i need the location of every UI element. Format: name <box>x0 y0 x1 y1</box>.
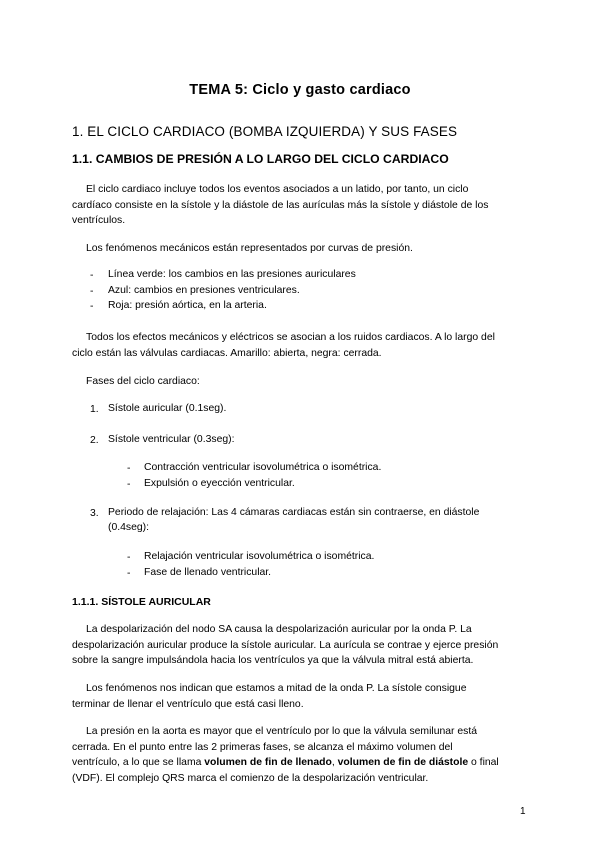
text-fragment: ventrículo, a lo que se llama <box>72 757 205 769</box>
list-bullet: - <box>90 286 94 297</box>
text-line: ventrículos. <box>72 215 126 227</box>
text-line: sobre la sangre impulsándola hacia los ventrículos ya que la válvula mitral está abierta. <box>72 655 474 667</box>
text-fragment: o final <box>468 757 499 769</box>
text-line: El ciclo cardiaco incluye todos los eventos asociados a un latido, por tanto, un ciclo <box>86 184 469 195</box>
text-line: cerrada. En el punto entre las 2 primeras fases, se alcanza el máximo volumen del <box>72 741 453 753</box>
text-line: despolarización auricular produce la sístole auricular. La aurícula se contrae y ejerce presión <box>72 639 499 651</box>
text-line: Los fenómenos nos indican que estamos a mitad de la onda P. La sístole consigue <box>86 683 467 694</box>
page-title: TEMA 5: Ciclo y gasto cardiaco <box>189 82 411 98</box>
list-number: 1. <box>90 404 99 415</box>
list-item: Fase de llenado ventricular. <box>144 567 272 578</box>
list-item: Contracción ventricular isovolumétrica o isométrica. <box>144 462 382 473</box>
list-bullet: - <box>127 552 131 563</box>
text-line: Los fenómenos mecánicos están representados por curvas de presión. <box>86 243 413 254</box>
text-line: cardíaco consiste en la sístole y la diástole de las aurículas más la sístole y diástole de los <box>72 199 489 211</box>
list-number: 2. <box>90 435 99 446</box>
list-item: Sístole ventricular (0.3seg): <box>108 434 235 445</box>
list-bullet: - <box>127 479 131 490</box>
bold-term: volumen de fin de llenado <box>204 757 332 769</box>
text-line: La presión en la aorta es mayor que el ventrículo por lo que la válvula semilunar está <box>86 726 478 737</box>
paragraph-mechanical <box>72 241 532 257</box>
paragraph-phenomena <box>72 681 532 712</box>
list-bullet: - <box>90 270 94 281</box>
list-bullet: - <box>90 301 94 312</box>
list-item: Sístole auricular (0.1seg). <box>108 403 227 414</box>
list-item: Expulsión o eyección ventricular. <box>144 478 295 489</box>
list-item: Roja: presión aórtica, en la arteria. <box>108 300 267 311</box>
paragraph-effects <box>72 330 532 361</box>
section-heading-1: 1. EL CICLO CARDIACO (BOMBA IZQUIERDA) Y SUS FASES <box>72 124 458 139</box>
list-item: Relajación ventricular isovolumétrica o isométrica. <box>144 551 375 562</box>
list-bullet: - <box>127 463 131 474</box>
text-fragment: , <box>331 757 338 769</box>
text-line <box>72 755 532 771</box>
list-item-continuation: (0.4seg): <box>108 522 150 533</box>
list-bullet: - <box>127 568 131 579</box>
paragraph-depolarization <box>72 622 532 669</box>
text-line: La despolarización del nodo SA causa la despolarización auricular por la onda P. La <box>86 624 472 635</box>
text-line: (VDF). El complejo QRS marca el comienzo de la despolarización ventricular. <box>72 772 429 784</box>
paragraph-phases-intro <box>72 374 532 390</box>
paragraph-cycle-definition <box>72 182 532 229</box>
list-number: 3. <box>90 508 99 519</box>
list-item: Azul: cambios en presiones ventriculares. <box>108 285 300 296</box>
section-heading-1-1-1: 1.1.1. SÍSTOLE AURICULAR <box>72 596 211 608</box>
bold-term: volumen de fin de diástole <box>337 757 469 769</box>
list-item: Periodo de relajación: Las 4 cámaras cardiacas están sin contraerse, en diástole <box>108 507 480 518</box>
text-line: Todos los efectos mecánicos y eléctricos se asocian a los ruidos cardiacos. A lo largo del <box>86 332 495 343</box>
paragraph-aorta-pressure <box>72 724 532 786</box>
page-number: 1 <box>520 806 526 817</box>
text-line: Fases del ciclo cardiaco: <box>86 376 200 387</box>
text-line: terminar de llenar el ventrículo que está casi lleno. <box>72 698 304 710</box>
text-line: ciclo están las válvulas cardiacas. Amarillo: abierta, negra: cerrada. <box>72 347 382 359</box>
section-heading-1-1: 1.1. CAMBIOS DE PRESIÓN A LO LARGO DEL CICLO CARDIACO <box>72 152 449 166</box>
list-item: Línea verde: los cambios en las presiones auriculares <box>108 269 356 280</box>
